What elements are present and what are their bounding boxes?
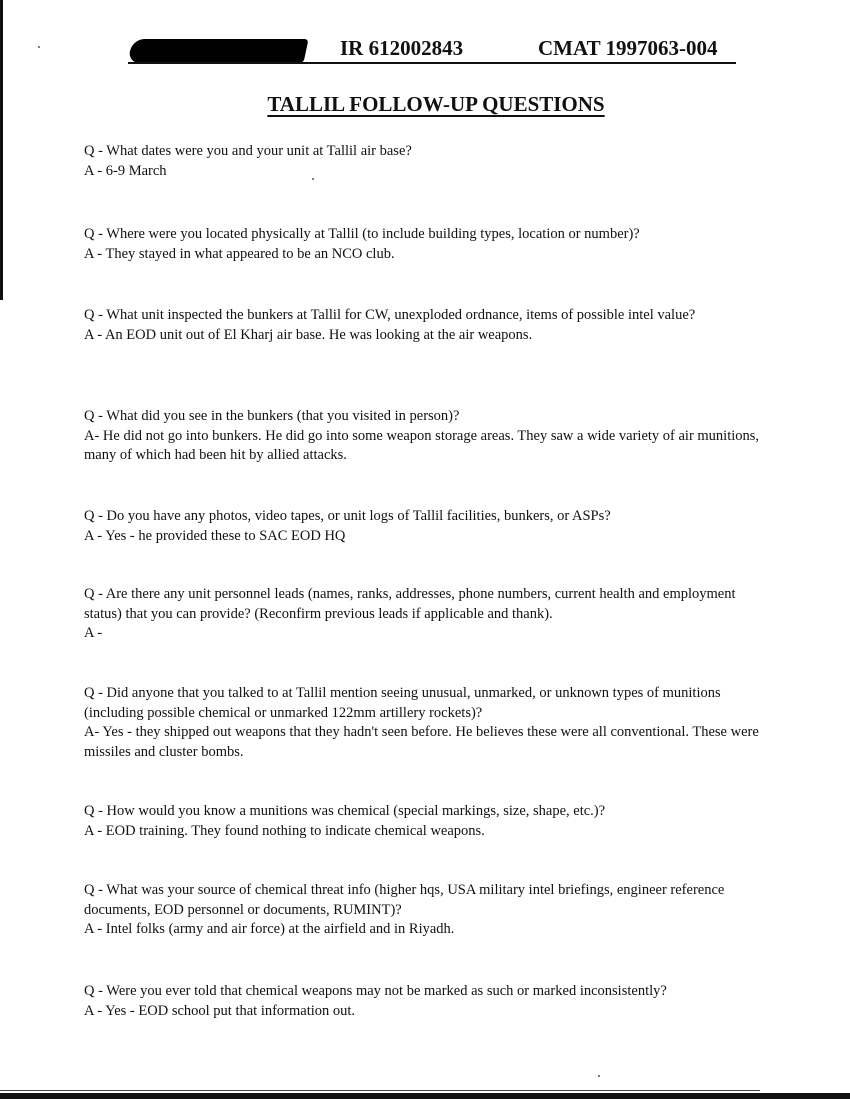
- question: Q - Where were you located physically at Tallil (to include building types, location or number)?: [84, 226, 640, 242]
- answer: A - Yes - he provided these to SAC EOD HQ: [84, 527, 346, 544]
- qa-item-9: [84, 881, 774, 940]
- scan-left-edge: [0, 0, 3, 300]
- qa-item-3: [84, 306, 804, 345]
- question: Q - What dates were you and your unit at Tallil air base?: [84, 143, 412, 159]
- cmat-number: CMAT 1997063-004: [538, 36, 718, 60]
- answer: A- Yes - they shipped out weapons that they hadn't seen before. He believes these were all conventional. These were missiles and cluster bombs.: [84, 724, 759, 760]
- question: Q - What unit inspected the bunkers at Tallil for CW, unexploded ordnance, items of possible intel value?: [84, 307, 696, 323]
- answer: A - Intel folks (army and air force) at the airfield and in Riyadh.: [84, 921, 455, 937]
- answer: A - They stayed in what appeared to be an NCO club.: [84, 245, 395, 262]
- question: Q - Did anyone that you talked to at Tallil mention seeing unusual, unmarked, or unknown types of munitions (including possible chemical or unmarked 122mm artillery rockets)?: [84, 685, 721, 721]
- scan-speck: [598, 1075, 600, 1077]
- footer-rule-thin: [0, 1090, 760, 1091]
- answer: A - Yes - EOD school put that information out.: [84, 1002, 356, 1019]
- document-title: [0, 92, 850, 117]
- redaction-block: [127, 39, 308, 63]
- qa-item-6: [84, 585, 764, 644]
- qa-item-2: [84, 225, 804, 264]
- question: Q - What was your source of chemical threat info (higher hqs, USA military intel briefings, engineer reference documents, EOD personnel or documents, RUMINT)?: [84, 882, 725, 918]
- question: Q - Do you have any photos, video tapes, or unit logs of Tallil facilities, bunkers, or ASPs?: [84, 508, 611, 524]
- answer: A- He did not go into bunkers. He did go into some weapon storage areas. They saw a wide variety of air munitions, many of which had been hit by allied attacks.: [84, 427, 760, 463]
- qa-item-10: [84, 982, 804, 1021]
- scan-speck: [38, 46, 40, 48]
- qa-item-4: [84, 407, 784, 466]
- answer: A -: [84, 625, 103, 641]
- qa-item-1: [84, 142, 804, 181]
- qa-item-5: [84, 507, 804, 546]
- document-title-text: TALLIL FOLLOW-UP QUESTIONS: [267, 92, 605, 116]
- header-rule: [128, 62, 736, 64]
- qa-item-8: [84, 802, 804, 841]
- ir-number: IR 612002843: [340, 36, 464, 60]
- qa-item-7: [84, 684, 764, 762]
- answer: A - An EOD unit out of El Kharj air base. He was looking at the air weapons.: [84, 326, 533, 343]
- question: Q - Are there any unit personnel leads (names, ranks, addresses, phone numbers, current health and employment status) that you can provide? (Reconfirm previous leads if applicable and thank).: [84, 586, 736, 622]
- answer: A - EOD training. They found nothing to indicate chemical weapons.: [84, 822, 485, 839]
- answer: A - 6-9 March: [84, 162, 167, 179]
- footer-rule: [0, 1093, 850, 1099]
- document-header: [128, 36, 740, 66]
- question: Q - Were you ever told that chemical weapons may not be marked as such or marked inconsistently?: [84, 983, 667, 999]
- question: Q - What did you see in the bunkers (that you visited in person)?: [84, 408, 460, 424]
- question: Q - How would you know a munitions was chemical (special markings, size, shape, etc.)?: [84, 803, 606, 819]
